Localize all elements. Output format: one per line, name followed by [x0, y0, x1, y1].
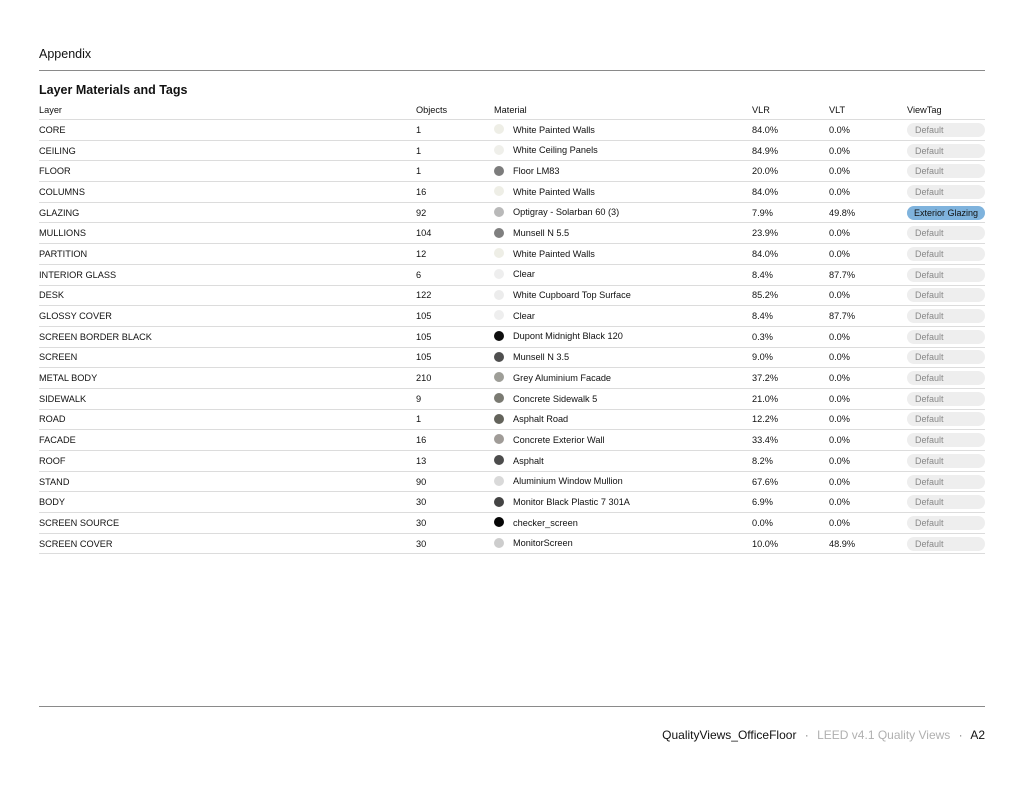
table-row: [39, 244, 985, 265]
objects-count-cell: 1: [416, 409, 494, 430]
vlr-cell: 12.2%: [752, 409, 829, 430]
vlt-cell: 0.0%: [829, 492, 907, 513]
vlr-cell: 8.2%: [752, 451, 829, 472]
vlr-cell: 0.0%: [752, 513, 829, 534]
material-swatch-icon: [494, 145, 504, 155]
footer-separator: ·: [804, 728, 809, 742]
viewtag-cell: [907, 368, 985, 389]
viewtag-cell: [907, 244, 985, 265]
material-swatch-icon: [494, 186, 504, 196]
layer-materials-table: [39, 101, 985, 554]
objects-count-cell: 16: [416, 430, 494, 451]
vlt-cell: 0.0%: [829, 471, 907, 492]
material-swatch-icon: [494, 414, 504, 424]
vlt-cell: 48.9%: [829, 533, 907, 554]
viewtag-badge: Default: [907, 226, 985, 240]
viewtag-badge: Default: [907, 164, 985, 178]
vlr-cell: 8.4%: [752, 306, 829, 327]
viewtag-badge: Default: [907, 123, 985, 137]
material-cell: [494, 388, 752, 409]
layer-name-cell: BODY: [39, 492, 416, 513]
material-swatch-icon: [494, 310, 504, 320]
material-name: White Painted Walls: [513, 124, 595, 135]
material-name: White Cupboard Top Surface: [513, 290, 631, 301]
material-cell: [494, 533, 752, 554]
viewtag-cell: [907, 471, 985, 492]
objects-count-cell: 104: [416, 223, 494, 244]
layer-name-cell: CORE: [39, 120, 416, 141]
objects-count-cell: 1: [416, 161, 494, 182]
table-row: [39, 202, 985, 223]
material-swatch-icon: [494, 352, 504, 362]
column-header-vlt: VLT: [829, 101, 907, 120]
material-name: White Ceiling Panels: [513, 145, 598, 156]
viewtag-badge: Default: [907, 288, 985, 302]
layer-name-cell: SCREEN COVER: [39, 533, 416, 554]
table-row: [39, 264, 985, 285]
material-swatch-icon: [494, 476, 504, 486]
vlr-cell: 9.0%: [752, 347, 829, 368]
material-cell: [494, 202, 752, 223]
material-name: Clear: [513, 269, 535, 280]
vlt-cell: 0.0%: [829, 182, 907, 203]
material-cell: [494, 244, 752, 265]
viewtag-badge: Exterior Glazing: [907, 206, 985, 220]
material-name: Asphalt Road: [513, 414, 569, 425]
viewtag-badge: Default: [907, 392, 985, 406]
objects-count-cell: 16: [416, 182, 494, 203]
material-swatch-icon: [494, 248, 504, 258]
page-footer: [662, 728, 985, 742]
material-cell: [494, 430, 752, 451]
vlr-cell: 10.0%: [752, 533, 829, 554]
viewtag-cell: [907, 451, 985, 472]
material-name: MonitorScreen: [513, 538, 573, 549]
viewtag-badge: Default: [907, 309, 985, 323]
objects-count-cell: 13: [416, 451, 494, 472]
table-body: [39, 120, 985, 554]
viewtag-badge: Default: [907, 144, 985, 158]
vlr-cell: 7.9%: [752, 202, 829, 223]
vlt-cell: 0.0%: [829, 347, 907, 368]
layer-name-cell: SCREEN SOURCE: [39, 513, 416, 534]
material-name: Munsell N 5.5: [513, 228, 570, 238]
vlr-cell: 0.3%: [752, 326, 829, 347]
material-cell: [494, 140, 752, 161]
material-swatch-icon: [494, 372, 504, 382]
material-cell: [494, 513, 752, 534]
layer-name-cell: ROAD: [39, 409, 416, 430]
material-cell: [494, 306, 752, 327]
table-row: [39, 223, 985, 244]
column-header-material: Material: [494, 101, 752, 120]
footer-separator: ·: [958, 728, 963, 742]
table-row: [39, 161, 985, 182]
material-swatch-icon: [494, 393, 504, 403]
material-name: Clear: [513, 310, 535, 321]
table-row: [39, 451, 985, 472]
layer-name-cell: INTERIOR GLASS: [39, 264, 416, 285]
material-cell: [494, 120, 752, 141]
vlt-cell: 0.0%: [829, 368, 907, 389]
layer-name-cell: SCREEN BORDER BLACK: [39, 326, 416, 347]
material-cell: [494, 161, 752, 182]
viewtag-badge: Default: [907, 350, 985, 364]
viewtag-cell: [907, 326, 985, 347]
table-row: [39, 492, 985, 513]
material-swatch-icon: [494, 517, 504, 527]
layer-name-cell: FACADE: [39, 430, 416, 451]
layer-name-cell: GLOSSY COVER: [39, 306, 416, 327]
table-row: [39, 409, 985, 430]
material-name: Concrete Sidewalk 5: [513, 393, 598, 404]
material-name: Munsell N 3.5: [513, 352, 570, 363]
material-cell: [494, 326, 752, 347]
material-swatch-icon: [494, 538, 504, 548]
vlr-cell: 33.4%: [752, 430, 829, 451]
material-name: Floor LM83: [513, 165, 560, 176]
vlt-cell: 87.7%: [829, 264, 907, 285]
layer-name-cell: FLOOR: [39, 161, 416, 182]
footer-project-name: QualityViews_OfficeFloor: [662, 728, 797, 742]
vlr-cell: 85.2%: [752, 285, 829, 306]
layer-name-cell: MULLIONS: [39, 223, 416, 244]
viewtag-cell: [907, 492, 985, 513]
material-cell: [494, 409, 752, 430]
material-name: Optigray - Solarban 60 (3): [513, 207, 620, 218]
viewtag-badge: Default: [907, 475, 985, 489]
viewtag-badge: Default: [907, 537, 985, 551]
vlr-cell: 84.0%: [752, 182, 829, 203]
viewtag-badge: Default: [907, 185, 985, 199]
table-row: [39, 326, 985, 347]
table-header-row: [39, 101, 985, 120]
viewtag-cell: [907, 430, 985, 451]
table-row: [39, 471, 985, 492]
table-row: [39, 140, 985, 161]
objects-count-cell: 105: [416, 326, 494, 347]
material-name: Concrete Exterior Wall: [513, 434, 605, 445]
vlr-cell: 20.0%: [752, 161, 829, 182]
material-name: Asphalt: [513, 455, 544, 466]
vlr-cell: 84.0%: [752, 120, 829, 141]
viewtag-badge: Default: [907, 495, 985, 509]
vlr-cell: 67.6%: [752, 471, 829, 492]
viewtag-cell: [907, 513, 985, 534]
material-cell: [494, 223, 752, 244]
table-row: [39, 388, 985, 409]
viewtag-badge: Default: [907, 454, 985, 468]
table-row: [39, 347, 985, 368]
material-swatch-icon: [494, 497, 504, 507]
table-row: [39, 306, 985, 327]
objects-count-cell: 30: [416, 533, 494, 554]
column-header-viewtag: ViewTag: [907, 101, 985, 120]
objects-count-cell: 30: [416, 513, 494, 534]
viewtag-badge: Default: [907, 516, 985, 530]
vlt-cell: 0.0%: [829, 120, 907, 141]
material-swatch-icon: [494, 228, 504, 238]
layer-name-cell: COLUMNS: [39, 182, 416, 203]
layer-name-cell: METAL BODY: [39, 368, 416, 389]
page-section-title: Appendix: [39, 47, 92, 61]
material-name: White Painted Walls: [513, 186, 595, 197]
material-cell: [494, 492, 752, 513]
viewtag-cell: [907, 388, 985, 409]
table-row: [39, 285, 985, 306]
material-swatch-icon: [494, 166, 504, 176]
vlt-cell: 87.7%: [829, 306, 907, 327]
footer-standard: LEED v4.1 Quality Views: [817, 728, 951, 742]
material-swatch-icon: [494, 455, 504, 465]
viewtag-cell: [907, 202, 985, 223]
vlt-cell: 0.0%: [829, 161, 907, 182]
material-name: checker_screen: [513, 517, 578, 528]
viewtag-cell: [907, 347, 985, 368]
layer-name-cell: SIDEWALK: [39, 388, 416, 409]
vlt-cell: 0.0%: [829, 285, 907, 306]
objects-count-cell: 9: [416, 388, 494, 409]
vlr-cell: 8.4%: [752, 264, 829, 285]
objects-count-cell: 210: [416, 368, 494, 389]
material-name: Monitor Black Plastic 7 301A: [513, 496, 630, 507]
table-row: [39, 533, 985, 554]
layer-name-cell: DESK: [39, 285, 416, 306]
viewtag-badge: Default: [907, 412, 985, 426]
table-row: [39, 368, 985, 389]
objects-count-cell: 6: [416, 264, 494, 285]
objects-count-cell: 105: [416, 347, 494, 368]
material-cell: [494, 264, 752, 285]
viewtag-cell: [907, 264, 985, 285]
material-swatch-icon: [494, 331, 504, 341]
layer-name-cell: CEILING: [39, 140, 416, 161]
vlt-cell: 0.0%: [829, 451, 907, 472]
viewtag-cell: [907, 140, 985, 161]
layer-name-cell: ROOF: [39, 451, 416, 472]
footer-divider: [39, 706, 985, 707]
table-row: [39, 120, 985, 141]
material-name: Dupont Midnight Black 120: [513, 331, 623, 342]
vlt-cell: 0.0%: [829, 388, 907, 409]
vlr-cell: 21.0%: [752, 388, 829, 409]
vlr-cell: 84.9%: [752, 140, 829, 161]
objects-count-cell: 30: [416, 492, 494, 513]
objects-count-cell: 90: [416, 471, 494, 492]
layer-name-cell: GLAZING: [39, 202, 416, 223]
layer-name-cell: STAND: [39, 471, 416, 492]
header-divider: [39, 70, 985, 71]
material-swatch-icon: [494, 269, 504, 279]
material-cell: [494, 182, 752, 203]
material-cell: [494, 347, 752, 368]
material-swatch-icon: [494, 207, 504, 217]
vlr-cell: 6.9%: [752, 492, 829, 513]
objects-count-cell: 12: [416, 244, 494, 265]
viewtag-badge: Default: [907, 247, 985, 261]
vlr-cell: 84.0%: [752, 244, 829, 265]
material-cell: [494, 471, 752, 492]
material-swatch-icon: [494, 290, 504, 300]
vlt-cell: 0.0%: [829, 430, 907, 451]
objects-count-cell: 122: [416, 285, 494, 306]
viewtag-cell: [907, 223, 985, 244]
viewtag-badge: Default: [907, 371, 985, 385]
viewtag-badge: Default: [907, 268, 985, 282]
material-swatch-icon: [494, 124, 504, 134]
viewtag-cell: [907, 120, 985, 141]
viewtag-cell: [907, 182, 985, 203]
viewtag-cell: [907, 306, 985, 327]
column-header-vlr: VLR: [752, 101, 829, 120]
material-cell: [494, 368, 752, 389]
viewtag-badge: Default: [907, 330, 985, 344]
vlt-cell: 0.0%: [829, 326, 907, 347]
viewtag-cell: [907, 161, 985, 182]
vlr-cell: 37.2%: [752, 368, 829, 389]
table-title: Layer Materials and Tags: [39, 83, 188, 97]
objects-count-cell: 1: [416, 120, 494, 141]
objects-count-cell: 1: [416, 140, 494, 161]
vlt-cell: 49.8%: [829, 202, 907, 223]
vlt-cell: 0.0%: [829, 513, 907, 534]
table-row: [39, 430, 985, 451]
vlt-cell: 0.0%: [829, 409, 907, 430]
layer-name-cell: SCREEN: [39, 347, 416, 368]
viewtag-cell: [907, 533, 985, 554]
column-header-layer: Layer: [39, 101, 416, 120]
material-cell: [494, 285, 752, 306]
vlt-cell: 0.0%: [829, 223, 907, 244]
viewtag-badge: Default: [907, 433, 985, 447]
viewtag-cell: [907, 285, 985, 306]
material-name: White Painted Walls: [513, 248, 595, 259]
objects-count-cell: 105: [416, 306, 494, 327]
table-row: [39, 182, 985, 203]
vlt-cell: 0.0%: [829, 244, 907, 265]
material-name: Grey Aluminium Facade: [513, 372, 612, 383]
table-row: [39, 513, 985, 534]
vlr-cell: 23.9%: [752, 223, 829, 244]
material-swatch-icon: [494, 434, 504, 444]
viewtag-cell: [907, 409, 985, 430]
vlt-cell: 0.0%: [829, 140, 907, 161]
material-name: Aluminium Window Mullion: [513, 476, 623, 487]
material-cell: [494, 451, 752, 472]
column-header-objects: Objects: [416, 101, 494, 120]
objects-count-cell: 92: [416, 202, 494, 223]
footer-page-number: A2: [970, 728, 985, 742]
layer-name-cell: PARTITION: [39, 244, 416, 265]
